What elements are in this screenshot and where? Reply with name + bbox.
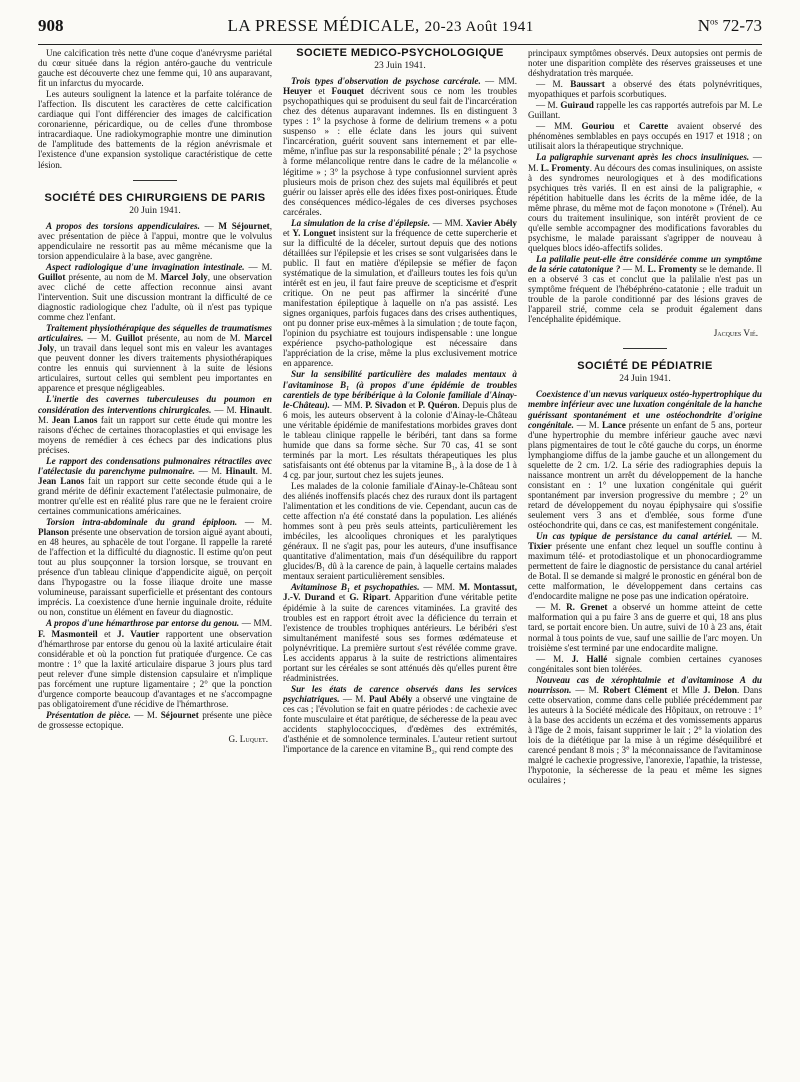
- abstract-title: La paligraphie survenant après les chocs insuliniques.: [536, 152, 750, 163]
- abstract-text: , avec présentation de pièce à l'appui, montre que le volvulus appendiculaire ne ressortit pas au même mécanisme que la torsion appendiculaire à la base, avec gangrène.: [38, 220, 272, 261]
- author-name: J. Hallé: [571, 653, 608, 664]
- abstract-title: Avitaminose B₁ et psychopathies.: [291, 582, 420, 593]
- separator: —: [430, 217, 445, 228]
- abstract-title: Aspect radiologique d'une invagination intestinale.: [46, 261, 245, 272]
- separator: —: [237, 517, 262, 528]
- author-name: Marcel Joly: [160, 271, 208, 282]
- abstract-text: présente une observation de torsion aiguë ayant abouti, en 48 heures, au sphacèle de tout l'organe. Il rappelle la rareté de l'affection et la difficulté du diagnostic. Il estime qu'on peut tout au plus soupçonner la torsion lorsque, se trouvant en présence d'un tableau clinique d'appendicite aiguë, on perçoit dans l'hypogastre ou la fosse iliaque droite une masse volumineuse, paraissant superficielle et présentant des contours imprécis. La coexistence d'une hernie inguinale droite, réduite ou non, constitue un élément en faveur du diagnostic.: [38, 527, 272, 618]
- abstract-text: présente un enfant de 5 ans, porteur d'une hypertrophie du membre inférieur gauche avec nævi plans pigmentaires de tout le côté gauche du corps, un énorme lymphangiome diffus de la jambe gauche et un allongement du squelette de 2 cm. 1/2. La série des radiographies depuis la naissance montrent un arrêt du développement de la hanche consistant en : 1° une luxation congénitale qui guérit spontanément par inversion progressive du membre ; 2° un retard de développement du noyau épiphysaire qui s'ossifie seulement vers 3 ans et d'emblée, sous forme d'une ostéochondrite qui, dans ce cas, est manifestement congénitale.: [528, 419, 762, 531]
- issue-date: 20-23 Août 1941: [424, 19, 534, 35]
- author-prefix: M.: [211, 465, 226, 476]
- author-prefix: MM.: [344, 399, 366, 410]
- page-number: 908: [38, 16, 64, 35]
- separator: —: [749, 152, 762, 163]
- author-name: Jean Lanos: [38, 475, 85, 486]
- abstract: [528, 389, 762, 530]
- separator: —: [571, 684, 589, 695]
- paragraph: Les auteurs soulignent la latence et la parfaite tolérance de l'affection. Ils discutent les caractères de cette calcification cardiaque qui l'ont différencier des images de calcification coronarienne, péricardique, ou de celles d'une thrombose intracardiaque. Une radiokymographie montre une diminution de l'amplitude des battements de la région anévrismale et l'existence d'une expansion systolique caractéristique de cette lésion.: [38, 89, 272, 170]
- abstract: [283, 76, 517, 217]
- abstract-title: Un cas typique de persistance du canal artériel.: [536, 531, 733, 542]
- author-prefix: — M.: [536, 100, 561, 111]
- separator: —: [573, 419, 589, 430]
- author-name: L. Fromenty: [540, 162, 590, 173]
- journal-title: [228, 16, 534, 36]
- abstract-text: . Dans cette observation, comme dans celle publiée précédemment par les auteurs à la Société médicale des Hôpitaux, on retrouve : 1° à la base des accidents un eczéma et des vomissements apparus à l'âge de 2 mois, faisant supprimer le lait ; 2° la violation des lois de la diététique par la mise à un régime déséquilibré et carencé pendant 8 mois ; 3° la méconnaissance de l'avitaminose malgré le cachexie progressive, l'anorexie, l'apathie, la tristesse, l'hypotonie, la sécheresse de la peau et même les signes oculaires ;: [528, 684, 762, 786]
- page-header: [38, 16, 762, 45]
- abstract-text: a observé une vingtaine de ces cas ; l'évolution se fait en quatre périodes : de cachexie avec fonte musculaire et état parétique, de sécheresse de la peau avec accidents staphylococciques, d'œdèmes des extrémités, d'asthénie et de somnolence terminales. L'auteur retient surtout l'importance de la carence en vitamine B₂, qui rend compte des: [283, 693, 517, 755]
- author-name: Guillot: [115, 333, 143, 344]
- author-prefix: M.: [634, 263, 648, 274]
- abstract-text: . Depuis plus de 6 mois, les auteurs observent à la colonie d'Ainay-le-Château une véritable épidémie de manifestations morbides graves dont le tableau clinique rappelle le béribéri, tant dans sa forme humide que dans sa forme sèche. Sur 70 cas, 41 se sont terminés par la mort. Les résultats thérapeutiques les plus satisfaisants ont été obtenus par la vitamine B₁, à la dose de 1 à 4 cg. par jour, surtout chez les sujets jeunes.: [283, 399, 517, 480]
- abstract-title: L'inertie des cavernes tuberculeuses du poumon en considération des interventions chirurgicales.: [38, 394, 272, 415]
- section-divider: [133, 180, 177, 181]
- section-date: 24 Juin 1941.: [619, 374, 671, 385]
- author-prefix: — MM.: [536, 121, 582, 132]
- separator: —: [732, 531, 752, 542]
- author-name: Marcel Joly: [38, 333, 272, 354]
- abstract: [528, 254, 762, 324]
- abstract: [528, 531, 762, 601]
- comment-text: signale combien certaines cyanoses congénitales sont bien tolérées.: [528, 653, 762, 674]
- separator: —: [199, 220, 219, 231]
- abstract: [528, 675, 762, 786]
- separator: —: [419, 582, 437, 593]
- abstract-title: Sur les états de carence observés dans les services psychiatriques.: [283, 683, 517, 704]
- section-date: 23 Juin 1941.: [374, 61, 426, 72]
- paragraph: principaux symptômes observés. Deux autopsies ont permis de noter une disparition complète des réserves graisseuses et une déshydratation très marquée.: [528, 48, 762, 79]
- separator: —: [480, 76, 499, 87]
- paragraph: Les malades de la colonie familiale d'Ainay-le-Château sont des aliénés inoffensifs placés chez des ruraux dont ils partagent l'alimentation et les conditions de vie. Cependant, aucun cas de cette affection n'a été constaté dans la population. Les aliénés hommes sont à peu près seuls atteints, particulièrement les imbéciles, les alcooliques chroniques et les paralytiques généraux. Il ne s'agit pas, pour les auteurs, d'une insuffisance quantitative d'alimentation, mais d'un déséquilibre du rapport glucides/B₁ dû à la carence de pain, à laquelle certains malades mentaux seraient particulièrement sensibles.: [283, 480, 517, 582]
- section-date: 20 Juin 1941.: [129, 205, 181, 216]
- author-prefix: M.: [146, 709, 161, 720]
- author-prefix: M.: [355, 693, 369, 704]
- section-title: SOCIÉTÉ DES CHIRURGIENS DE PARIS: [44, 191, 266, 204]
- text-fragment: . M.: [38, 404, 272, 425]
- abstract: [38, 517, 272, 617]
- article-columns: [38, 48, 762, 1068]
- abstract: [283, 218, 517, 369]
- comment: [528, 100, 762, 120]
- separator: —: [244, 261, 262, 272]
- column-2: [283, 48, 517, 1068]
- author-name: J. Delon: [703, 684, 737, 695]
- abstract-text: . Apparition d'une véritable petite épidémie à la suite de carences vitaminées. La gravité des troubles est en rapport étroit avec la déficience du terrain et l'existence de troubles trophiques antérieurs. Le béribéri s'est simultanément manifesté sous ses formes œdémateuse et polynévritique. La première surtout s'est révélée comme grave. Les accidents apparus à la suite de restrictions alimentaires portant sur les céréales se sont atténués dès qu'elles purent être réadministrées.: [283, 592, 517, 683]
- abstract-text: rapportent une observation d'hémarthrose par entorse du genou où la laxité articulaire était considérable et où la ponction fut pratiquée d'urgence. Ce cas montre : 1° que la laxité articulaire disparue 3 jours plus tard peut relever d'une simple distension capsulaire et n'implique pas forcément une rupture ligamentaire ; 2° que la ponction d'urgence comporte beaucoup d'avantages et ne s'accompagne pas obligatoirement d'une récidive de l'hémarthrose.: [38, 628, 272, 709]
- separator: —: [239, 618, 254, 629]
- abstract-text: fait un rapport sur cette étude qui montre les raisons d'échec de certaines thoracoplasties et qui envisage les moyens de remédier à ces échecs par des indications plus précises.: [38, 414, 272, 455]
- journal-name: LA PRESSE MÉDICALE,: [227, 16, 420, 35]
- text-fragment: présente, au nom de M.: [142, 333, 245, 344]
- comment: [528, 121, 762, 151]
- separator: —: [339, 693, 356, 704]
- text-fragment: . M.: [255, 465, 272, 476]
- abstract-title: La simulation de la crise d'épilepsie.: [291, 217, 431, 228]
- abstract: [38, 262, 272, 322]
- section-title: SOCIÉTÉ DE PÉDIATRIE: [577, 360, 713, 373]
- column-3: [528, 48, 762, 1068]
- author-name: Guiraud: [560, 100, 594, 111]
- separator: —: [329, 399, 345, 410]
- text-fragment: présente, au nom de M.: [65, 271, 161, 282]
- abstract: [38, 323, 272, 393]
- section-heading: [38, 180, 272, 216]
- abstract-title: Torsion intra-abdominale du grand épiploon.: [46, 517, 238, 528]
- author-name: Y. Longuet: [292, 227, 336, 238]
- comment-text: rappelle les cas rapportés autrefois par M. Le Guillant.: [528, 100, 762, 121]
- author-prefix: MM.: [253, 618, 272, 629]
- comment-text: a observé des états polynévritiques, myopathiques et parfois scorbutiques.: [528, 79, 762, 100]
- author-name: J. Vautier: [117, 628, 160, 639]
- abstract-text: fait un rapport sur cette seconde étude qui a le grand mérite de définir exactement l'atélectasie pulmonaire, de montrer qu'elle est en réalité plus rare que ne le feraient croire certaines communications américaines.: [38, 475, 272, 516]
- author-name: Planson: [38, 527, 69, 538]
- text-fragment: et: [97, 628, 118, 639]
- abstract-text: , une observation avec cliché de cette affection reconnue ainsi avant l'intervention. Suit une discussion montrant la difficulté de ce diagnostic radiologique chez l'adulte, où il n'est pas typique comme chez l'enfant.: [38, 271, 272, 323]
- author-name: Hinault: [239, 404, 270, 415]
- abstract-title: Le rapport des condensations pulmonaires rétractiles avec l'atélectasie du parenchyme pulmonaire.: [38, 455, 272, 476]
- author-name: Carette: [639, 121, 669, 132]
- author-name: R. Grenet: [566, 602, 608, 613]
- author-name: Fouquet: [331, 86, 364, 97]
- author-prefix: MM.: [444, 217, 466, 228]
- author-name: Séjournet: [160, 709, 199, 720]
- abstract-title: A propos d'une hémarthrose par entorse du genou.: [46, 618, 240, 629]
- abstract-text: insistent sur la fréquence de cette supercherie et sur la difficulté de la déceler, surtout depuis que des notions détaillées sur l'épilepsie et les crises se sont vulgarisées dans le public. Il faut en matière d'épilepsie se méfier de façon systématique de la simulation, et d'ailleurs toutes les fois qu'un intérêt est en jeu, il faut faire preuve de scepticisme et d'esprit critique. On ne peut pas affirmer la sincérité d'une manifestation épileptique à laquelle on n'a pas assisté. Les signes organiques, parfois fugaces dans des crises authentiques, ont pu donner prise eux-mêmes à la simulation ; de toute façon, l'opinion du psychiatre est toujours indispensable : une longue expérience psycho-pathologique est nécessaire dans l'appréciation de la crise, même la plus exclusivement motrice en apparence.: [283, 227, 517, 369]
- separator: —: [83, 333, 101, 344]
- signature: G. Luquet.: [228, 734, 268, 744]
- issue-prefix: N: [697, 16, 711, 35]
- text-fragment: et: [406, 399, 418, 410]
- section-divider: [623, 348, 667, 349]
- author-name: Guillot: [38, 271, 66, 282]
- separator: —: [211, 404, 227, 415]
- abstract: [38, 221, 272, 261]
- abstract-title: Traitement physiothérapique des séquelles de traumatismes articulaires.: [38, 323, 272, 344]
- author-name: Xavier Abély: [465, 217, 517, 228]
- author-prefix: M.: [261, 261, 272, 272]
- abstract: [38, 710, 272, 730]
- author-name: Heuyer: [283, 86, 312, 97]
- author-name: Robert Clément: [603, 684, 668, 695]
- text-fragment: et: [614, 121, 640, 132]
- section-title: SOCIÉTÉ MÉDICO-PSYCHOLOGIQUE: [296, 48, 504, 59]
- author-prefix: M.: [226, 404, 240, 415]
- section-heading: [528, 348, 762, 384]
- author-prefix: M.: [100, 333, 116, 344]
- abstract: [283, 582, 517, 682]
- author-name: Gouriou: [581, 121, 615, 132]
- author-name: L. Fromenty: [647, 263, 697, 274]
- text-fragment: et: [283, 227, 293, 238]
- comment-text: avaient observé des phénomènes semblables en pays occupés en 1917 et 1918 ; on utilisait alors la thérapeutique strychnique.: [528, 121, 762, 152]
- abstract-title: Sur la sensibilité particulière des malades mentaux à l'avitaminose B₁ (à propos d'une épidémie de troubles carentiels de type béribérique à la Colonie familiale d'Ainay-le-Château).: [283, 369, 517, 410]
- author-name: P. Quéron: [418, 399, 458, 410]
- author-name: Baussart: [570, 79, 605, 90]
- abstract: [283, 369, 517, 480]
- abstract-title: La palilalie peut-elle être considérée comme un symptôme de la série catatonique ?: [528, 253, 762, 274]
- abstract-text: présente une pièce de grossesse ectopique.: [38, 709, 272, 730]
- abstract-title: A propos des torsions appendiculaires.: [46, 220, 200, 231]
- abstract-text: . Au décours des comas insuliniques, on assiste à des syndromes neurologiques et à des modifications psychiques très variés. Il en est ainsi de la paligraphie, « répétition habituelle dans les écrits de la même idée, de la même phrase, du même mot de façon monotone » (Trénel). Au cours du traitement insulinique, son intérêt provient de ce qu'elle semble accompagner des modifications favorables du psychisme, le malade paraissant s'agripper de nouveau à quelques blocs idéo-affectifs solides.: [528, 162, 762, 253]
- separator: —: [194, 465, 212, 476]
- author-name: Lance: [601, 419, 626, 430]
- abstract-text: se le demande. Il en a observé 3 cas et conclut que la palilalie n'est pas un symptôme fréquent de l'hébéphréno-catatonie ; elle traduit un trouble de la parole conditionné par des lésions graves de l'appareil strié, comme cela se produit également dans l'encéphalite épidémique.: [528, 263, 762, 325]
- issue-sup: os: [710, 16, 719, 27]
- signature: Jacques Vié.: [713, 328, 758, 339]
- author-name: P. Sivadon: [365, 399, 407, 410]
- author-prefix: M.: [528, 162, 541, 173]
- author-prefix: — M.: [536, 79, 571, 90]
- abstract-text: , un travail dans lequel sont mis en valeur les avantages que peuvent donner les divers traitements physiothérapiques contre les ennuis qui surviennent à la suite de lésions articulaires, surtout celles qui semblent peu importantes en apparence et presque négligeables.: [38, 343, 272, 394]
- abstract-title: Présentation de pièce.: [46, 709, 131, 720]
- separator: —: [130, 709, 147, 720]
- author-name: F. Masmonteil: [38, 628, 98, 639]
- author-name: M. Montassut, J.-V. Durand: [283, 582, 517, 603]
- abstract-title: Coexistence d'un nævus variqueux ostéo-hypertrophique du membre inférieur avec une luxation congénitale de la hanche guérissant spontanément et une ostéochondrite d'origine congénitale.: [528, 389, 762, 430]
- abstract-title: Nouveau cas de xérophtalmie et d'avitaminose A du nourrisson.: [528, 674, 762, 695]
- abstract: [38, 618, 272, 708]
- author-name: G. Ripart: [349, 592, 389, 603]
- issue-number: [698, 16, 762, 36]
- comment-text: a observé un homme atteint de cette malformation qui a pu faire 3 ans de guerre et qui, 18 ans plus tard, se portait encore bien. Un autre, suivi de 10 à 23 ans, était normal à tous points de vue, sauf une saillie de l'arc moyen. Un troisième s'est terminé par une endocardite maligne.: [528, 602, 762, 653]
- author-prefix: — M.: [536, 602, 567, 613]
- abstract: [38, 456, 272, 516]
- abstract: [528, 152, 762, 252]
- abstract-text: présente une enfant chez lequel un souffle continu à maximum télé- et protodiastolique et un phonocardiogramme permettent de faire le diagnostic de persistance du canal artériel de Botal. Il se demande si malgré le pronostic en général bon de cette malformation, le développement dans certains cas d'endocardite maligne ne pose pas une indication opératoire.: [528, 541, 762, 602]
- author-prefix: M.: [751, 531, 762, 542]
- author-name: Jean Lanos: [51, 414, 98, 425]
- separator: —: [620, 263, 635, 274]
- author-name: Paul Abély: [368, 693, 413, 704]
- author-prefix: MM.: [498, 76, 517, 87]
- comment: [528, 602, 762, 652]
- abstract: [38, 394, 272, 454]
- text-fragment: et: [311, 86, 332, 97]
- abstract-text: décrivent sous ce nom les troubles psychopathiques qui se produisent du seul fait de l'incarcération chez des détenus auparavant indemnes. Ils en distinguent 3 types : 1° la psychose à forme de delirium tremens « a potu suspenso » : elle éclate dans les jours qui suivent l'incarcération, guérit souvent sans internement et par elle-même, n'influe pas sur la responsabilité pénale ; 2° la psychose à forme mélancolique rentre dans le cadre de la mélancolie « légitime » ; 3° la psychose à type confusionnel survient après plusieurs mois de prison chez des sujets mal équilibrés et peut guérir ou laisser après elle des idées fixes post-oniriques. Étude des conséquences médico-légales de ces diverses psychoses carcérales.: [283, 86, 517, 217]
- author-name: Tixier: [528, 541, 552, 552]
- text-fragment: et Mlle: [667, 684, 704, 695]
- comment: [528, 654, 762, 674]
- section-heading: [283, 48, 517, 71]
- abstract-title: Trois types d'observation de psychose carcérale.: [291, 76, 481, 87]
- text-fragment: et: [334, 592, 350, 603]
- author-name: M Séjournet: [218, 220, 270, 231]
- author-prefix: M.: [588, 419, 602, 430]
- author-prefix: M.: [261, 517, 272, 528]
- paragraph: Une calcification très nette d'une coque d'anévrysme pariétal du cœur située dans la région antéro-gauche du ventricule gauche est découverte chez une femme qui, 10 ans auparavant, fit un infarctus du myocarde.: [38, 48, 272, 89]
- comment: [528, 79, 762, 99]
- abstract: [283, 684, 517, 754]
- author-prefix: — M.: [536, 653, 572, 664]
- author-prefix: MM.: [436, 582, 459, 593]
- author-prefix: M.: [588, 684, 603, 695]
- column-1: [38, 48, 272, 1068]
- issue-numbers: 72-73: [722, 16, 762, 35]
- author-name: Hinault: [225, 465, 256, 476]
